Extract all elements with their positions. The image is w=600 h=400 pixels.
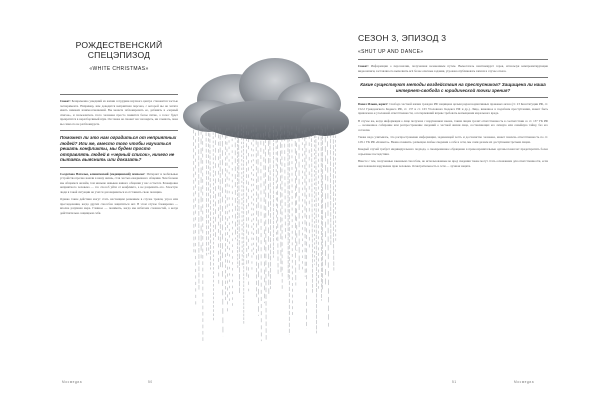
right-pull-quote: Какие существуют методы воздействия на преступников? Защищена ли наша интернет-свобода с юридической точки зрения? — [360, 82, 546, 93]
rain-lines — [194, 124, 336, 344]
right-expert-paragraph-4: Каждый случай требует индивидуального подхода, а своевременное обращение в правоохранительные органы помогает предотвратить более серьезные последствия. — [358, 147, 548, 156]
left-pull-quote: Поможет ли это нам оградиться от неприятных людей? Или же, вместо того чтобы научиться решать конфликты, мы будем просто отправлять людей в «черный список», ничего не пытаясь выяснить или доказать? — [60, 135, 177, 163]
rain-streak — [206, 127, 207, 256]
expert-text: Интернет и мобильные устройства прочно вошли в нашу жизнь, став частью ежедневного общения. Чем больше мы общаемся онлайн, тем меньше навыков живого общения у нас остается. Блокировка неприятного человека — это способ уйти от конфликта, а не разрешить его. Зачастую люди в такой ситуации не учатся договариваться и отстаивать свою позицию. — [60, 171, 179, 194]
rain-cloud-illustration — [175, 52, 355, 352]
right-expert-paragraph-2: В случае же, когда информация о лице получена с нарушением закона, таким лицам грозит ответственность в соответствии со ст. 137 УК РФ — незаконное собирание или распространение сведений о частной жизни лица, составляющих его личную или семейную тайну, без его согласия. — [358, 118, 548, 132]
right-column — [358, 33, 548, 171]
divider — [60, 167, 178, 168]
rain-streak — [208, 127, 209, 254]
rain-streak — [328, 124, 329, 327]
rain-streak — [256, 128, 257, 297]
rain-streak — [296, 126, 297, 251]
rain-streak — [264, 133, 265, 303]
left-page-number: 50 — [148, 380, 153, 384]
left-footer-publication: Мосмедиа — [62, 380, 83, 384]
rain-streak — [210, 133, 211, 269]
rain-streak — [237, 133, 238, 268]
synopsis-text: Безвременно ушедший из жизни сотрудник научного центра становится частью эксперимента. Например, вам доводится неприятная персона, с которой вы не хотите иметь никаких взаимоотношений. Вы можете заблокировать ее, добавить в «черный список», и пользователь этого человека просто появится белое пятно, а голос будет превратится в неразборчивый шум. Он также не сможет вас ни видеть, ни слышать, пока вы сами его не разблокируете. — [60, 99, 179, 126]
rain-streak — [333, 128, 334, 271]
rain-streak — [285, 124, 286, 241]
rain-streak — [270, 128, 271, 289]
rain-streak — [277, 131, 278, 275]
divider — [60, 130, 178, 131]
divider — [358, 77, 548, 78]
rain-streak — [321, 126, 322, 301]
left-title: РОЖДЕСТВЕНСКИЙ СПЕЦЭПИЗОД — [75, 40, 163, 60]
right-footer-publication: Мосмедиа — [514, 380, 535, 384]
synopsis-text: Информация о персоналии, полученная незаконным путем. Вымогатель шантажирует героя, используя компрометирующие видеозаписи, заставляя его выполнять всё более опасные задания, угрожая опубликовать записи в случае отказа. — [358, 64, 549, 73]
rain-streak — [312, 133, 313, 292]
expert-text: Свобода частной жизни граждан РФ защищена целым рядом нормативных правовых актов (ст. 23 Конституции РФ, ст. 152.2 Гражданского Кодекса РФ, ст. 137 и ст. 163 Уголовного Кодекса РФ и др.). Лицо, виновное в подобном преступлении, может быть привлечено к уголовной ответственности, а потерпевший вправе требовать возмещения морального вреда. — [358, 102, 549, 116]
rain-streak — [227, 128, 228, 313]
right-page-number: 51 — [452, 380, 457, 384]
rain-cloud-icon — [175, 52, 355, 352]
rain-streak — [295, 133, 296, 285]
expert-label: Павел Ильин, юрист: — [358, 102, 389, 107]
cloud-shape — [183, 58, 349, 140]
synopsis-label: Сюжет: — [358, 64, 369, 68]
left-synopsis — [60, 99, 178, 126]
right-expert-paragraph-3: Также надо учитывать, что распространение информации, задевающей честь и достоинство человека, может повлечь ответственность по ст. 128.1 УК РФ «Клевета». Важно помнить: размещая любые сведения о себе в сети, мы сами делаем их доступными третьим лицам. — [358, 135, 548, 144]
left-expert-paragraph-2 — [60, 197, 178, 215]
divider — [358, 97, 548, 98]
right-synopsis — [358, 64, 548, 73]
rain-streak — [325, 127, 326, 285]
left-subtitle: «WHITE CHRISTMAS» — [89, 66, 149, 72]
rain-streak — [213, 128, 214, 321]
left-expert-paragraph — [60, 172, 178, 195]
divider — [60, 94, 178, 95]
rain-streak — [248, 132, 249, 292]
rain-streak — [239, 124, 240, 293]
right-expert-paragraph — [358, 102, 548, 116]
expert-text-2: Однако такие действия могут стать настоящим решением в случае травли, угроз или преследования, когда других способов защититься нет. В этом случае блокировка — вполне разумная мера. Главное — понимать, когда мы избегаем сложностей, а когда действительно защищаем себя. — [60, 197, 178, 215]
right-expert-paragraph-5: Вместе с тем, полученные законным способом, но использованные во вред сведения также могут стать основанием для ответственности, если они повлекли нарушение прав человека. Осмотрительность в сети — лучшая защита. — [358, 159, 548, 168]
expert-label: Солдатова Наталья, клинический (медицинский) психолог: — [60, 171, 146, 176]
rain-streak — [222, 132, 223, 336]
right-subtitle: «SHUT UP AND DANCE» — [358, 49, 424, 55]
left-column — [60, 40, 178, 218]
divider — [358, 59, 548, 60]
right-title: СЕЗОН 3, ЭПИЗОД 3 — [358, 33, 447, 43]
synopsis-label: Сюжет: — [60, 99, 71, 103]
rain-streak — [306, 128, 307, 329]
